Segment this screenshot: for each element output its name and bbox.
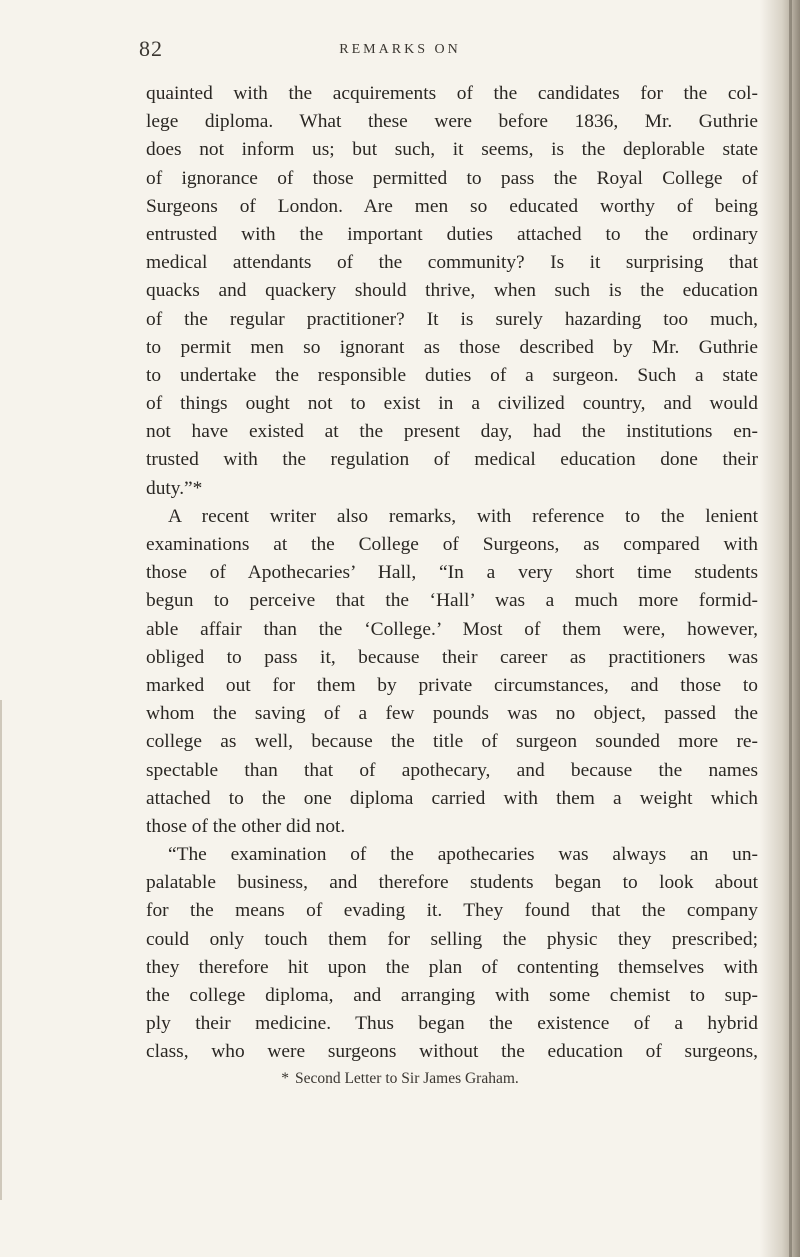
text-line: lege diploma. What these were before 1836, Mr. Guthrie [146, 111, 758, 133]
binding-edge-line [789, 0, 792, 1257]
text-line: “The examination of the apothecaries was always an un- [168, 844, 758, 866]
text-line: palatable business, and therefore students began to look about [146, 872, 758, 894]
text-line: of things ought not to exist in a civilized country, and would [146, 393, 758, 415]
text-line: obliged to pass it, because their career as practitioners was [146, 646, 758, 668]
footnote-text: Second Letter to Sir James Graham. [294, 1070, 519, 1087]
text-line: college as well, because the title of surgeon sounded more re- [146, 731, 758, 753]
text-line: to permit men so ignorant as those described by Mr. Guthrie [146, 336, 758, 358]
text-line: could only touch them for selling the physic they prescribed; [146, 928, 758, 950]
text-line: trusted with the regulation of medical education done their [146, 449, 758, 471]
text-line: duty.”* [146, 477, 203, 499]
text-line: for the means of evading it. They found that the company [146, 900, 758, 922]
text-line: medical attendants of the community? Is it surprising that [146, 252, 758, 274]
text-line: marked out for them by private circumstances, and those to [146, 674, 758, 696]
text-line: to undertake the responsible duties of a surgeon. Such a state [146, 364, 758, 386]
text-line: does not inform us; but such, it seems, is the deplorable state [146, 139, 758, 161]
binding-shadow [760, 0, 800, 1257]
text-line: attached to the one diploma carried with them a weight which [146, 787, 758, 809]
text-line: examinations at the College of Surgeons, as compared with [146, 534, 758, 555]
text-line: quacks and quackery should thrive, when such is the education [146, 280, 758, 302]
text-line: ply their medicine. Thus began the existence of a hybrid [146, 1013, 758, 1035]
text-line: entrusted with the important duties attached to the ordinary [146, 223, 758, 245]
text-line: begun to perceive that the ‘Hall’ was a much more formid- [146, 590, 758, 612]
text-line: Surgeons of London. Are men so educated worthy of being [146, 195, 758, 217]
text-line: class, who were surgeons without the education of surgeons, [146, 1041, 758, 1063]
text-line: of ignorance of those permitted to pass the Royal College of [146, 167, 758, 189]
text-line: those of the other did not. [146, 815, 346, 837]
page-number: 82 [139, 36, 163, 61]
footnote [0, 1070, 800, 1088]
text-line: spectable than that of apothecary, and because the names [146, 759, 758, 781]
text-line: quainted with the acquirements of the candidates for the col- [146, 83, 758, 104]
body-text [146, 80, 758, 1067]
running-head: REMARKS ON [339, 42, 461, 57]
text-line: those of Apothecaries’ Hall, “In a very short time students [146, 562, 758, 584]
text-line: able affair than the ‘College.’ Most of them were, however, [146, 618, 758, 640]
text-line: A recent writer also remarks, with reference to the lenient [168, 505, 758, 527]
text-line: whom the saving of a few pounds was no object, passed the [146, 703, 758, 725]
text-line: not have existed at the present day, had the institutions en- [146, 421, 758, 443]
text-line: of the regular practitioner? It is surely hazarding too much, [146, 308, 758, 330]
text-line: the college diploma, and arranging with some chemist to sup- [146, 985, 758, 1006]
page-edge-mark [0, 700, 2, 1200]
footnote-marker: * [281, 1070, 289, 1087]
text-line: they therefore hit upon the plan of contenting themselves with [146, 956, 758, 978]
